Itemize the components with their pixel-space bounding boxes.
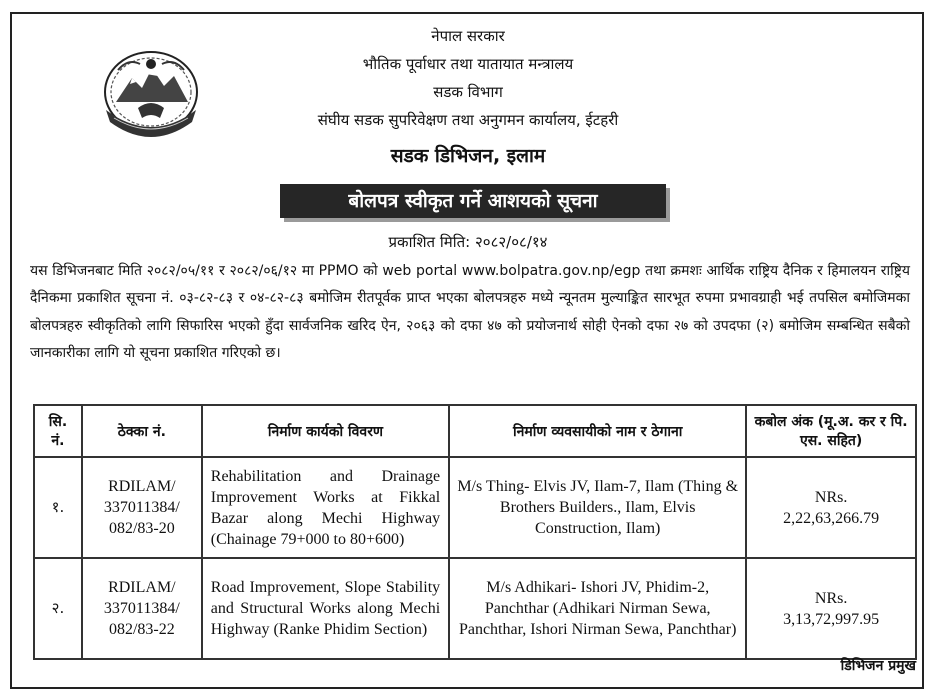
cell-amount — [746, 558, 916, 659]
col-header-contract-no: ठेक्का नं. — [82, 405, 202, 457]
cell-sn: २. — [34, 558, 82, 659]
signature-division-chief: डिभिजन प्रमुख — [840, 658, 916, 674]
header-department: सडक विभाग — [433, 83, 503, 101]
header-government: नेपाल सरकार — [431, 27, 505, 45]
col-header-description: निर्माण कार्यको विवरण — [202, 405, 449, 457]
award-table — [33, 404, 917, 660]
header-division: सडक डिभिजन, इलाम — [390, 145, 546, 167]
cell-amount — [746, 457, 916, 558]
cell-contractor: M/s Adhikari- Ishori JV, Phidim-2, Panchthar (Adhikari Nirman Sewa, Panchthar, Ishori Nirman Sewa, Panchthar) — [449, 558, 746, 659]
cell-contract-no: RDILAM/ 337011384/ 082/83-22 — [82, 558, 202, 659]
cell-description: Road Improvement, Slope Stability and Structural Works along Mechi Highway (Ranke Phidim Section) — [202, 558, 449, 659]
header-office: संघीय सडक सुपरिवेक्षण तथा अनुगमन कार्यालय, ईटहरी — [317, 111, 619, 129]
notice-title-banner: बोलपत्र स्वीकृत गर्ने आशयको सूचना — [280, 184, 666, 218]
cell-sn: १. — [34, 457, 82, 558]
col-header-contractor: निर्माण व्यवसायीको नाम र ठेगाना — [449, 405, 746, 457]
notice-body-text: यस डिभिजनबाट मिति २०८२/०५/११ र २०८२/०६/१२ मा PPMO को web portal www.bolpatra.gov.np/egp तथा क्रमशः आर्थिक राष्ट्रिय दैनिक र हिमालयन राष्ट्रिय दैनिकमा प्रकाशित सूचना नं. ०३-८२-८३ र ०४-८२-८३ बमोजिम रीतपूर्वक प्राप्त भएका बोलपत्रहरु मध्ये न्यूनतम मुल्याङ्कित सारभूत रुपमा प्रभावग्राही भई तपसिल बमोजिमका बोलपत्रहरु स्वीकृतिको लागि सिफारिस भएको हुँदा सार्वजनिक खरिद ऐन, २०६३ को दफा ४७ को प्रयोजनार्थ सोही ऐनको दफा २७ को उपदफा (२) बमोजिम सम्बन्धित सबैको जानकारीका लागि यो सूचना प्रकाशित गरिएको छ। — [30, 263, 910, 362]
col-header-sn: सि. नं. — [34, 405, 82, 457]
cell-contractor: M/s Thing- Elvis JV, Ilam-7, Ilam (Thing & Brothers Builders., Ilam, Elvis Construction, Ilam) — [449, 457, 746, 558]
amount-value: 3,13,72,997.95 — [783, 610, 880, 628]
amount-currency: NRs. — [814, 488, 848, 506]
cell-contract-no: RDILAM/ 337011384/ 082/83-20 — [82, 457, 202, 558]
header-ministry: भौतिक पूर्वाधार तथा यातायात मन्त्रालय — [362, 55, 574, 73]
table-header-row — [34, 405, 916, 457]
amount-currency: NRs. — [814, 589, 848, 607]
cell-description: Rehabilitation and Drainage Improvement Works at Fikkal Bazar along Mechi Highway (Chainage 79+000 to 80+600) — [202, 457, 449, 558]
table-row — [34, 457, 916, 558]
col-header-amount: कबोल अंक (मू.अ. कर र पि. एस. सहित) — [746, 405, 916, 457]
table-row — [34, 558, 916, 659]
published-date: प्रकाशित मिति: २०८२/०८/१४ — [388, 233, 548, 251]
amount-value: 2,22,63,266.79 — [783, 509, 880, 527]
